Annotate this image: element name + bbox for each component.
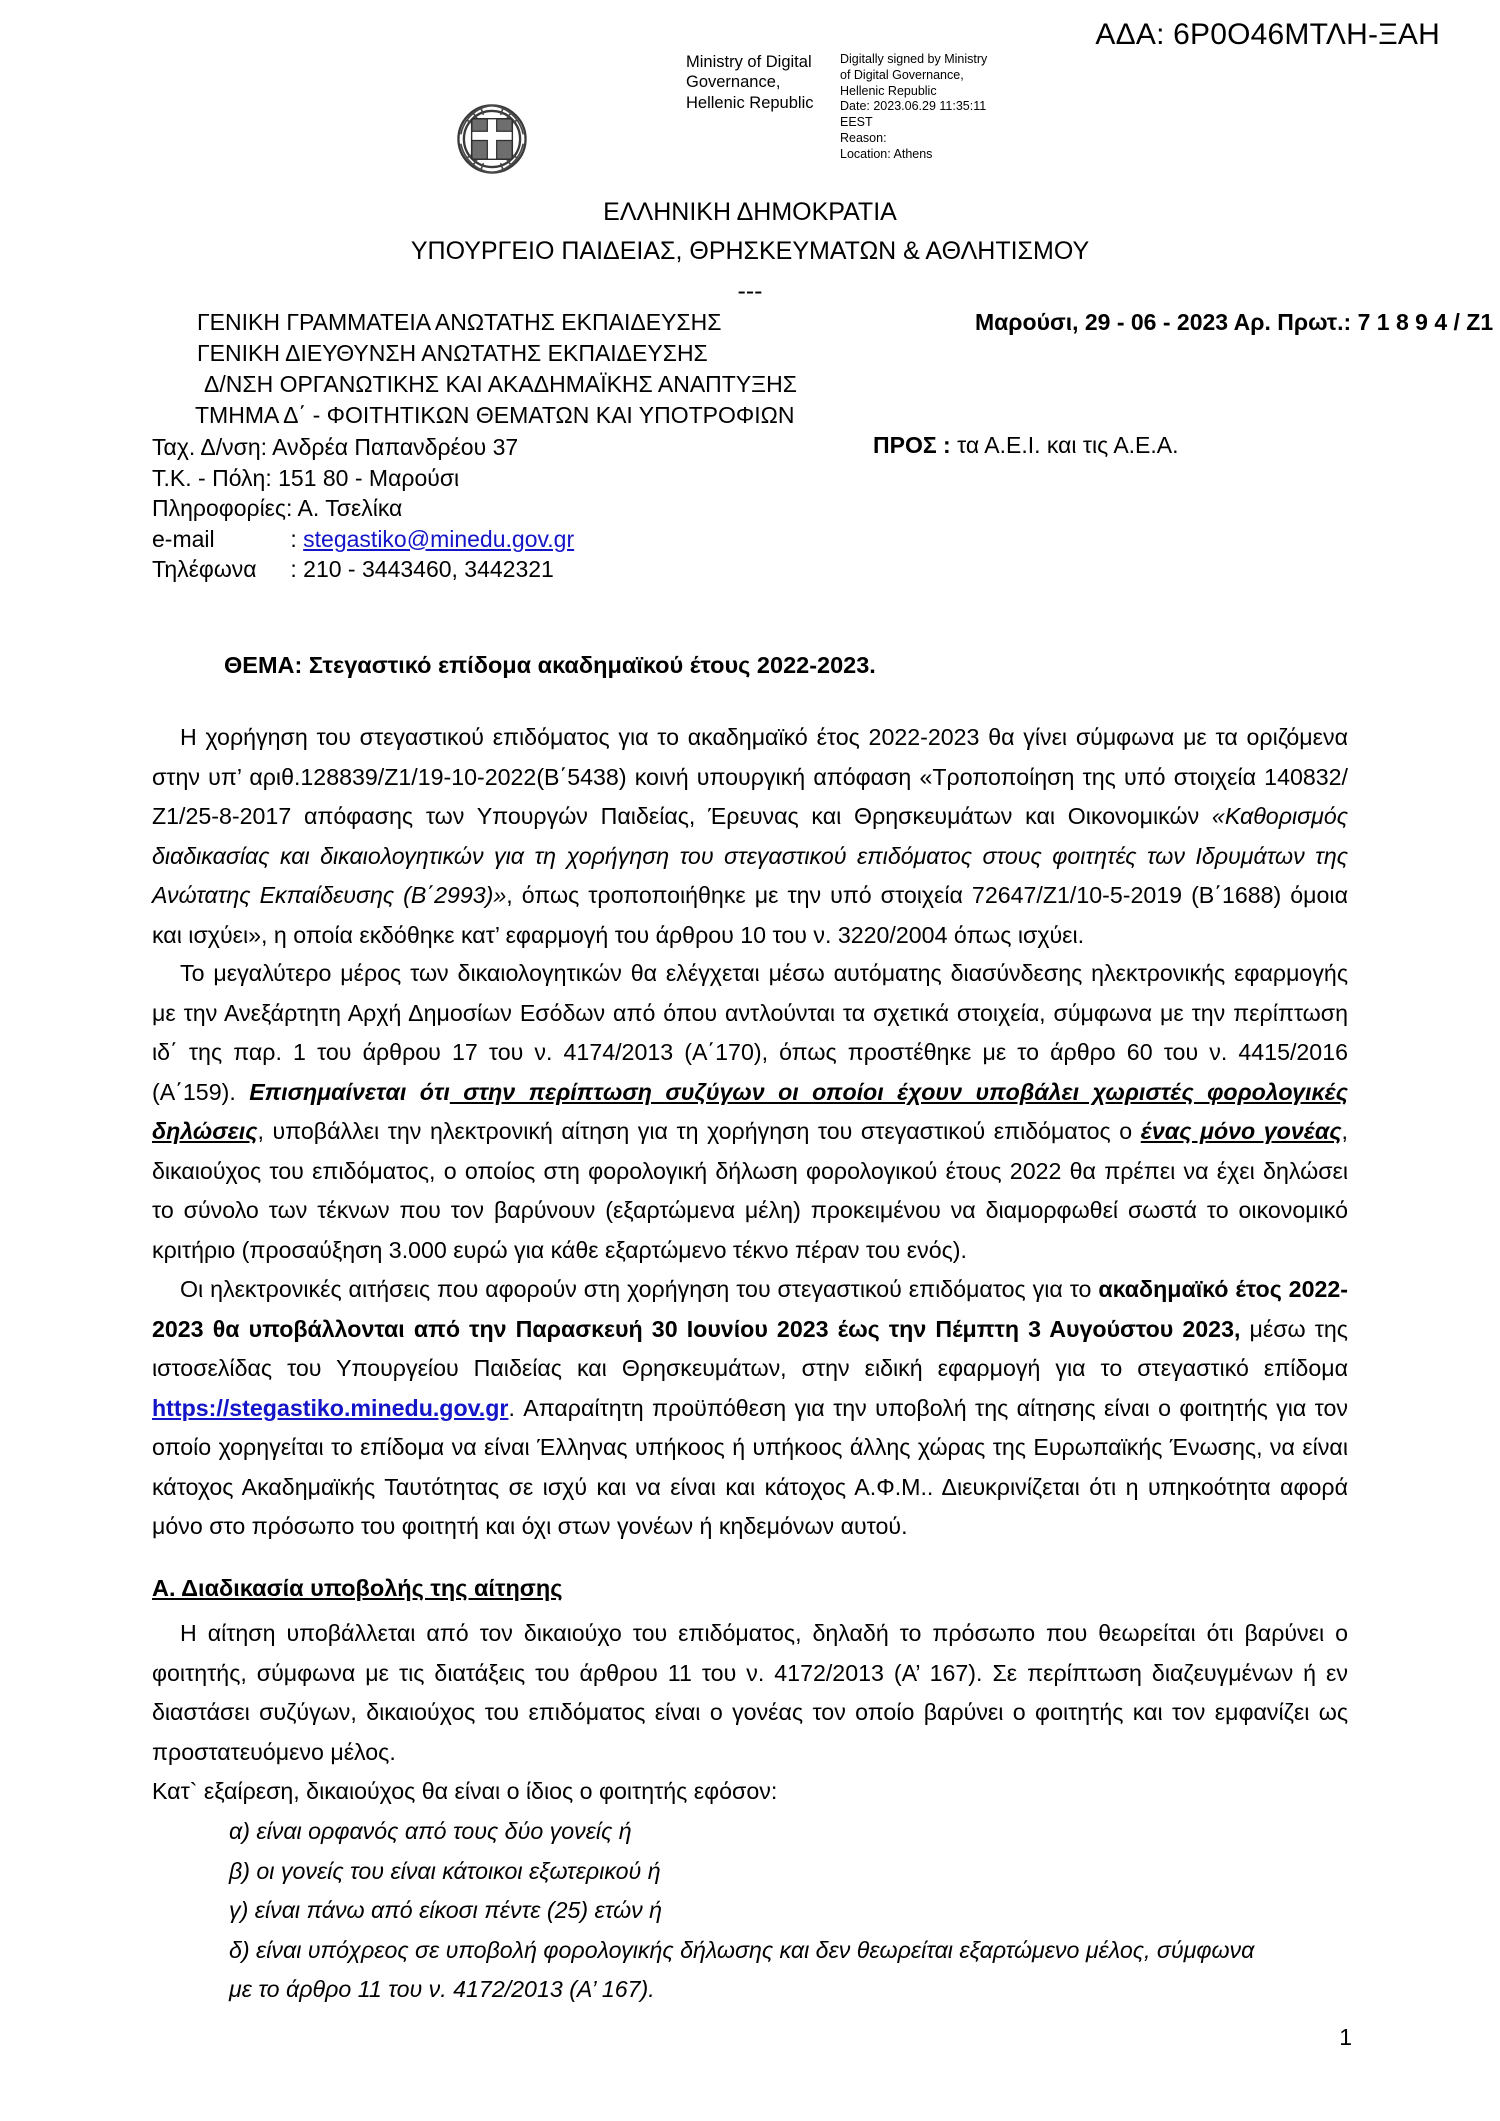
subject-line: ΘΕΜΑ: Στεγαστικό επίδομα ακαδημαϊκού έτους 2022-2023.: [224, 652, 876, 678]
p1-part-1: Η χορήγηση του στεγαστικού επιδόματος για το ακαδημαϊκό έτος 2022-2023 θα γίνει σύμφωνα με τα οριζόμενα στην υπ’ αριθ.128839/Ζ1/19-10-2022(Β΄5438) κοινή υπουργική απόφαση «Τροποποίηση της υπό στοιχεία 140832/Ζ1/25-8-2017 απόφασης των Υπουργών Παιδείας, Έρευνας και Θρησκευμάτων και Οικονομικών: [152, 724, 1348, 829]
address-value: Ανδρέα Παπανδρέου 37: [272, 434, 519, 460]
issuing-unit-line-3: Δ/ΝΣΗ ΟΡΓΑΝΩΤΙΚΗΣ ΚΑΙ ΑΚΑΔΗΜΑΪΚΗΣ ΑΝΑΠΤΥΞΗΣ: [204, 371, 797, 397]
coat-of-arms-icon: [453, 100, 531, 178]
recipient-block: [873, 432, 1179, 459]
address-label: Ταχ. Δ/νση:: [152, 434, 268, 460]
section-a-body: [152, 1614, 1348, 1812]
info-row: [152, 493, 574, 524]
digital-signature-stamp: [686, 52, 1005, 162]
signature-detail-line-7: Location: Athens: [840, 146, 933, 161]
contact-block: [152, 432, 574, 585]
place-and-date: Μαρούσι, 29 - 06 - 2023: [975, 309, 1229, 335]
section-a-paragraph-1: Η αίτηση υποβάλλεται από τον δικαιούχο του επιδόματος, δηλαδή το πρόσωπο που θεωρείται ότι βαρύνει ο φοιτητής, σύμφωνα με τις διατάξεις του άρθρου 11 του ν. 4172/2013 (Α’ 167). Σε περίπτωση διαζευγμένων ή εν διαστάσει συζύγων, δικαιούχος του επιδόματος είναι ο γονέας τον οποίο βαρύνει ο φοιτητής και τον εμφανίζει ως προστατευόμενο μέλος.: [152, 1620, 1348, 1765]
p3-part-1: Οι ηλεκτρονικές αιτήσεις που αφορούν στη χορήγηση του στεγαστικού επιδόματος για το: [180, 1276, 1099, 1302]
section-a-paragraph-2: Κατ` εξαίρεση, δικαιούχος θα είναι ο ίδιος ο φοιτητής εφόσον:: [152, 1778, 778, 1804]
list-item: με το άρθρο 11 του ν. 4172/2013 (Α’ 167).: [229, 1976, 655, 2002]
issuing-unit-line-1: ΓΕΝΙΚΗ ΓΡΑΜΜΑΤΕΙΑ ΑΝΩΤΑΤΗΣ ΕΚΠΑΙΔΕΥΣΗΣ: [197, 309, 722, 335]
email-label: e-mail: [152, 525, 215, 552]
signature-details: [840, 52, 1005, 162]
signature-authority-line-2: Governance,: [686, 73, 781, 92]
issuing-unit-line-2: ΓΕΝΙΚΗ ΔΙΕΥΘΥΝΣΗ ΑΝΩΤΑΤΗΣ ΕΚΠΑΙΔΕΥΣΗΣ: [197, 340, 708, 366]
p2-emphasis-3: ένας μόνο γονέας: [1140, 1118, 1342, 1144]
page-title-republic: ΕΛΛΗΝΙΚΗ ΔΗΜΟΚΡΑΤΙΑ: [603, 198, 897, 226]
info-label: Πληροφορίες:: [152, 495, 293, 521]
email-link[interactable]: stegastiko@minedu.gov.gr: [303, 525, 575, 552]
issuing-unit-list: [195, 307, 797, 431]
p2-part-3: , δικαιούχος του επιδόματος, ο οποίος στη φορολογική δήλωση φορολογικού έτους 2022 θα πρέπει να έχει δηλώσει το σύνολο των τέκνων που τον βαρύνουν (εξαρτώμενα μέλη) προκειμένου να διαμορφωθεί σωστά το οικονομικό κριτήριο (προσαύξηση 3.000 ευρώ για κάθε εξαρτώμενο τέκνο πέραν του ενός).: [152, 1118, 1348, 1263]
page-title-ministry: ΥΠΟΥΡΓΕΙΟ ΠΑΙΔΕΙΑΣ, ΘΡΗΣΚΕΥΜΑΤΩΝ & ΑΘΛΗΤΙΣΜΟΥ: [410, 237, 1090, 265]
info-value: Α. Τσελίκα: [297, 495, 403, 521]
p2-part-1: Το μεγαλύτερο μέρος των δικαιολογητικών θα ελέγχεται μέσω αυτόματης διασύνδεσης ηλεκτρονικής εφαρμογής με την Ανεξάρτητη Αρχή Δημοσίων Εσόδων από όπου αντλούνται τα σχετικά στοιχεία, σύμφωνα με την περίπτωση ιδ΄ της παρ. 1 του άρθρου 17 του ν. 4174/2013 (Α΄170), όπως προστέθηκε με το άρθρο 60 του ν. 4415/2016 (Α΄159).: [152, 960, 1348, 1105]
body-paragraph-2: [152, 954, 1348, 1270]
p1-part-2: , όπως τροποποιήθηκε με την υπό στοιχεία 72647/Ζ1/10-5-2019 (Β΄1688) όμοια και ισχύει», η οποία εκδόθηκε κατ’ εφαρμογή του άρθρου 10 του ν. 3220/2004 όπως ισχύει.: [152, 882, 1348, 948]
signature-detail-line-5: EEST: [840, 115, 873, 129]
address-row: [152, 432, 574, 463]
header-separator: ---: [737, 277, 763, 305]
postal-row: [152, 463, 574, 494]
signature-authority-line-3: Hellenic Republic: [686, 93, 814, 112]
body-paragraph-1: [152, 718, 1348, 955]
list-item: γ) είναι πάνω από είκοσι πέντε (25) ετών ή: [229, 1897, 663, 1923]
p1-italic-quote: «Καθορισμός διαδικασίας και δικαιολογητικών για τη χορήγηση του στεγαστικού επιδόματος στους φοιτητές των Ιδρυμάτων της Ανώτατης Εκπαίδευσης (Β΄2993)»: [152, 803, 1348, 908]
p2-emphasis-2: στην περίπτωση συζύγων οι οποίοι έχουν υποβάλει χωριστές φορολογικές δηλώσεις: [152, 1078, 1349, 1144]
email-row: [152, 524, 574, 555]
phone-row: [152, 554, 574, 585]
phone-separator: :: [290, 556, 297, 582]
recipient-label: ΠΡΟΣ :: [873, 432, 951, 458]
signature-detail-line-1: Digitally signed by Ministry: [840, 52, 988, 66]
protocol-number: Αρ. Πρωτ.: 7 1 8 9 4 / Ζ1: [1233, 309, 1494, 335]
phone-label: Τηλέφωνα: [152, 556, 257, 582]
body-paragraph-3: [152, 1270, 1348, 1547]
date-protocol-block: [975, 307, 1493, 338]
signature-detail-line-6: Reason:: [840, 130, 887, 145]
email-separator: :: [290, 525, 297, 552]
postal-value: 151 80 - Μαρούσι: [278, 464, 460, 491]
signature-detail-line-3: Hellenic Republic: [840, 83, 937, 98]
p3-bold-dates: ακαδημαϊκό έτος 2022-2023 θα υποβάλλονται από την Παρασκευή 30 Ιουνίου 2023 έως την Πέμπτη 3 Αυγούστου 2023,: [152, 1276, 1348, 1342]
signature-authority-line-1: Ministry of Digital: [686, 53, 812, 71]
postal-label: Τ.Κ. - Πόλη:: [152, 464, 272, 491]
eligibility-conditions-list: [152, 1812, 1348, 2010]
signature-detail-line-4: Date: 2023.06.29 11:35:11: [840, 99, 987, 114]
p3-part-2: μέσω της ιστοσελίδας του Υπουργείου Παιδείας και Θρησκευμάτων, στην ειδική εφαρμογή για το στεγαστικό επίδομα: [152, 1315, 1348, 1381]
signature-detail-line-2: of Digital Governance,: [840, 67, 964, 82]
page-number: 1: [1339, 2024, 1352, 2050]
ada-code: ΑΔΑ: 6Ρ0Ο46ΜΤΛΗ-ΞΑΗ: [1095, 18, 1440, 51]
list-item: β) οι γονείς του είναι κάτοικοι εξωτερικού ή: [229, 1857, 661, 1884]
phone-value: 210 - 3443460, 3442321: [303, 556, 554, 582]
p3-part-3: . Απαραίτητη προϋπόθεση για την υποβολή της αίτησης είναι ο φοιτητής για τον οποίο χορηγείται το επίδομα να είναι Έλληνας υπήκοος ή υπήκοος άλλης χώρας της Ευρωπαϊκής Ένωσης, να είναι κάτοχος Ακαδημαϊκής Ταυτότητας σε ισχύ και να είναι και κάτοχος Α.Φ.Μ.. Διευκρινίζεται ότι η υπηκοότητα αφορά μόνο στο πρόσωπο του φοιτητή και όχι στων γονέων ή κηδεμόνων αυτού.: [152, 1394, 1348, 1539]
list-item: δ) είναι υπόχρεος σε υποβολή φορολογικής δήλωσης και δεν θεωρείται εξαρτώμενο μέλος, σύμφωνα: [229, 1936, 1255, 1963]
p2-emphasis-1: Επισημαίνεται ότι: [249, 1078, 450, 1105]
list-item: α) είναι ορφανός από τους δύο γονείς ή: [229, 1818, 632, 1844]
issuing-unit-line-4: ΤΜΗΜΑ Δ΄ - ΦΟΙΤΗΤΙΚΩΝ ΘΕΜΑΤΩΝ ΚΑΙ ΥΠΟΤΡΟΦΙΩΝ: [195, 402, 795, 428]
section-a-heading: Α. Διαδικασία υποβολής της αίτησης: [152, 1575, 563, 1601]
p2-part-2: , υποβάλλει την ηλεκτρονική αίτηση για τη χορήγηση του στεγαστικού επιδόματος ο: [257, 1118, 1141, 1144]
stegastiko-portal-link[interactable]: https://stegastiko.minedu.gov.gr: [152, 1394, 509, 1421]
recipient-value: τα Α.Ε.Ι. και τις Α.Ε.Α.: [957, 432, 1179, 458]
signature-authority: [686, 52, 831, 113]
